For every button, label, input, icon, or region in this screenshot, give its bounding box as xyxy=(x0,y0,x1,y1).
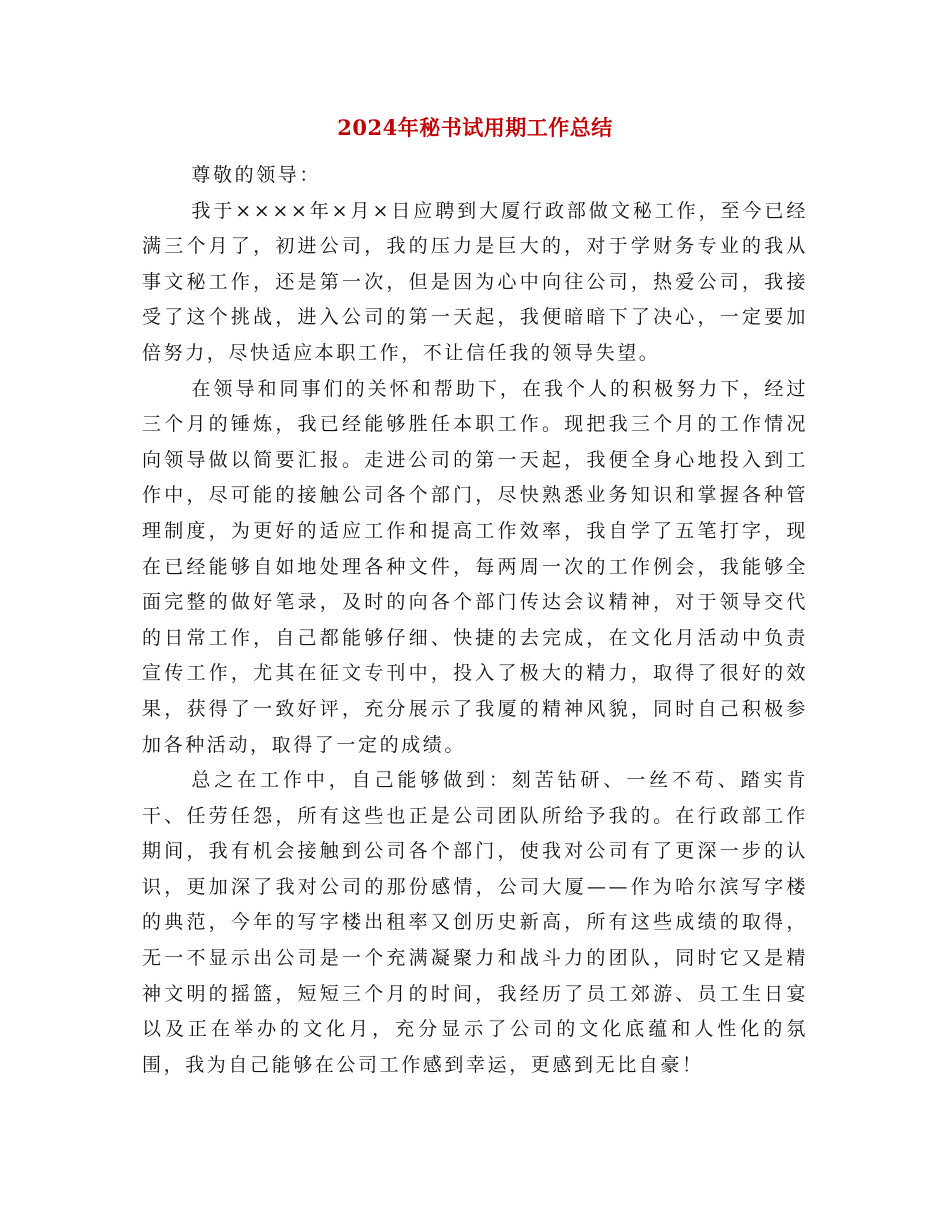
salutation: 尊敬的领导： xyxy=(191,164,321,186)
document-body xyxy=(142,158,808,1083)
paragraph-1: 我于××××年×月×日应聘到大厦行政部做文秘工作，至今已经满三个月了，初进公司，我的压力是巨大的，对于学财务专业的我从事文秘工作，还是第一次，但是因为心中向往公司，热爱公司，我接受了这个挑战，进入公司的第一天起，我便暗暗下了决心，一定要加倍努力，尽快适应本职工作，不让信任我的领导失望。 xyxy=(142,199,808,364)
document-title: 2024年秘书试用期工作总结 xyxy=(337,115,613,140)
paragraph-3: 总之在工作中，自己能够做到：刻苦钻研、一丝不苟、踏实肯干、任劳任怨，所有这些也正是公司团队所给予我的。在行政部工作期间，我有机会接触到公司各个部门，使我对公司有了更深一步的认识，更加深了我对公司的那份感情，公司大厦——作为哈尔滨写字楼的典范，今年的写字楼出租率又创历史新高，所有这些成绩的取得，无一不显示出公司是一个充满凝聚力和战斗力的团队，同时它又是精神文明的摇篮，短短三个月的时间，我经历了员工郊游、员工生日宴以及正在举办的文化月，充分显示了公司的文化底蕴和人性化的氛围，我为自己能够在公司工作感到幸运，更感到无比自豪！ xyxy=(142,769,808,1076)
paragraph-2: 在领导和同事们的关怀和帮助下，在我个人的积极努力下，经过三个月的锤炼，我已经能够胜任本职工作。现把我三个月的工作情况向领导做以简要汇报。走进公司的第一天起，我便全身心地投入到工作中，尽可能的接触公司各个部门，尽快熟悉业务知识和掌握各种管理制度，为更好的适应工作和提高工作效率，我自学了五笔打字，现在已经能够自如地处理各种文件，每两周一次的工作例会，我能够全面完整的做好笔录，及时的向各个部门传达会议精神，对于领导交代的日常工作，自己都能够仔细、快捷的去完成，在文化月活动中负责宣传工作，尤其在征文专刊中，投入了极大的精力，取得了很好的效果，获得了一致好评，充分展示了我厦的精神风貌，同时自己积极参加各种活动，取得了一定的成绩。 xyxy=(142,377,808,756)
